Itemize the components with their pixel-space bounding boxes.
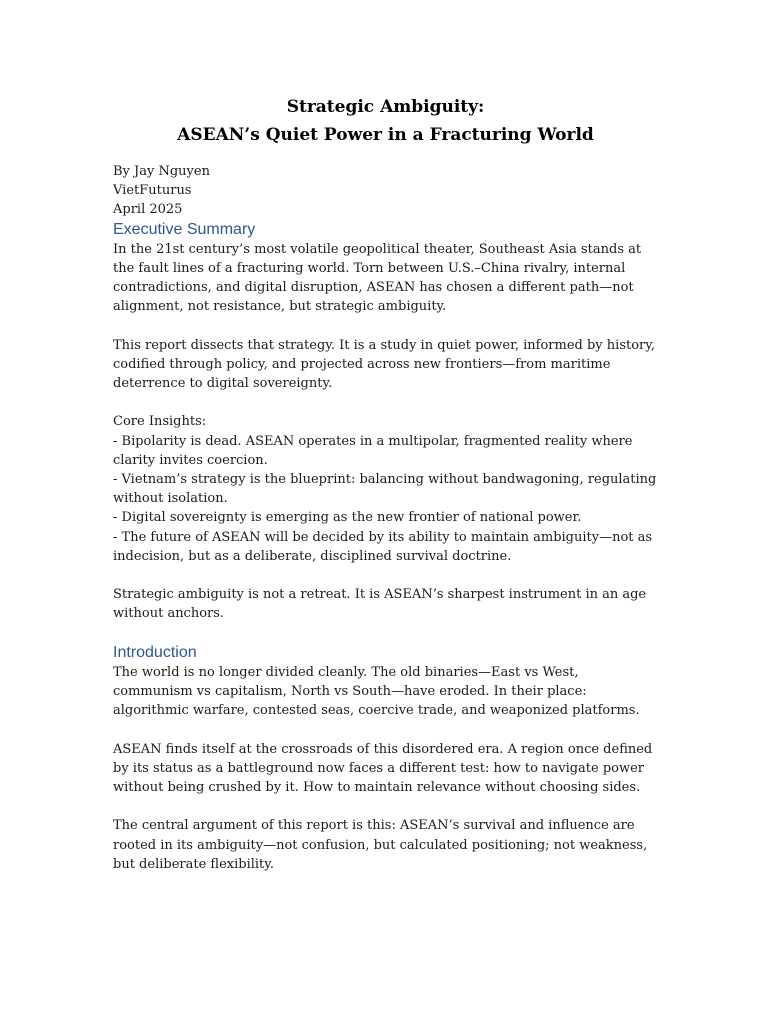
document-body (113, 93, 658, 893)
organization: VietFuturus (113, 183, 192, 199)
exec-summary-paragraph-2: This report dissects that strategy. It is a study in quiet power, informed by history, codified through policy, and projected across new frontiers—from maritime deterrence to digital sovereignty. (113, 337, 656, 392)
intro-paragraph-1: The world is no longer divided cleanly. The old binaries—East vs West, communism vs capitalism, North vs South—have eroded. In their place: algorithmic warfare, contested seas, coercive trade, and weaponized platforms. (113, 664, 640, 719)
introduction-heading: Introduction (113, 643, 197, 661)
title-line-2: ASEAN’s Quiet Power in a Fracturing World (177, 125, 594, 145)
publication-date: April 2025 (113, 202, 183, 218)
author: By Jay Nguyen (113, 164, 210, 179)
core-insights-block (113, 412, 658, 566)
title-line-1: Strategic Ambiguity: (286, 97, 485, 117)
insight-item: - Bipolarity is dead. ASEAN operates in a multipolar, fragmented reality where clarity invites coercion. (113, 433, 633, 468)
insight-item: - Digital sovereignty is emerging as the new frontier of national power. (113, 510, 582, 526)
executive-summary-heading: Executive Summary (113, 220, 256, 238)
intro-paragraph-2: ASEAN finds itself at the crossroads of this disordered era. A region once defined by its status as a battleground now faces a different test: how to navigate power without being crushed by it. How to maintain relevance without choosing sides. (113, 741, 653, 796)
core-insights-label: Core Insights: (113, 414, 207, 430)
intro-paragraph-3: The central argument of this report is this: ASEAN’s survival and influence are rooted in its ambiguity—not confusion, but calculated positioning; not weakness, but deliberate flexibility. (113, 818, 648, 872)
insight-item: - Vietnam’s strategy is the blueprint: balancing without bandwagoning, regulating without isolation. (113, 472, 657, 507)
document-title (113, 93, 658, 149)
exec-summary-closing-paragraph: Strategic ambiguity is not a retreat. It is ASEAN’s sharpest instrument in an age without anchors. (113, 587, 647, 622)
exec-summary-paragraph-1: In the 21st century’s most volatile geopolitical theater, Southeast Asia stands at the fault lines of a fracturing world. Torn between U.S.–China rivalry, internal contradictions, and digital disruption, ASEAN has chosen a different path—not alignment, not resistance, but strategic ambiguity. (113, 241, 642, 315)
insight-item: - The future of ASEAN will be decided by its ability to maintain ambiguity—not as indecision, but as a deliberate, disciplined survival doctrine. (113, 529, 653, 564)
byline (113, 162, 658, 220)
